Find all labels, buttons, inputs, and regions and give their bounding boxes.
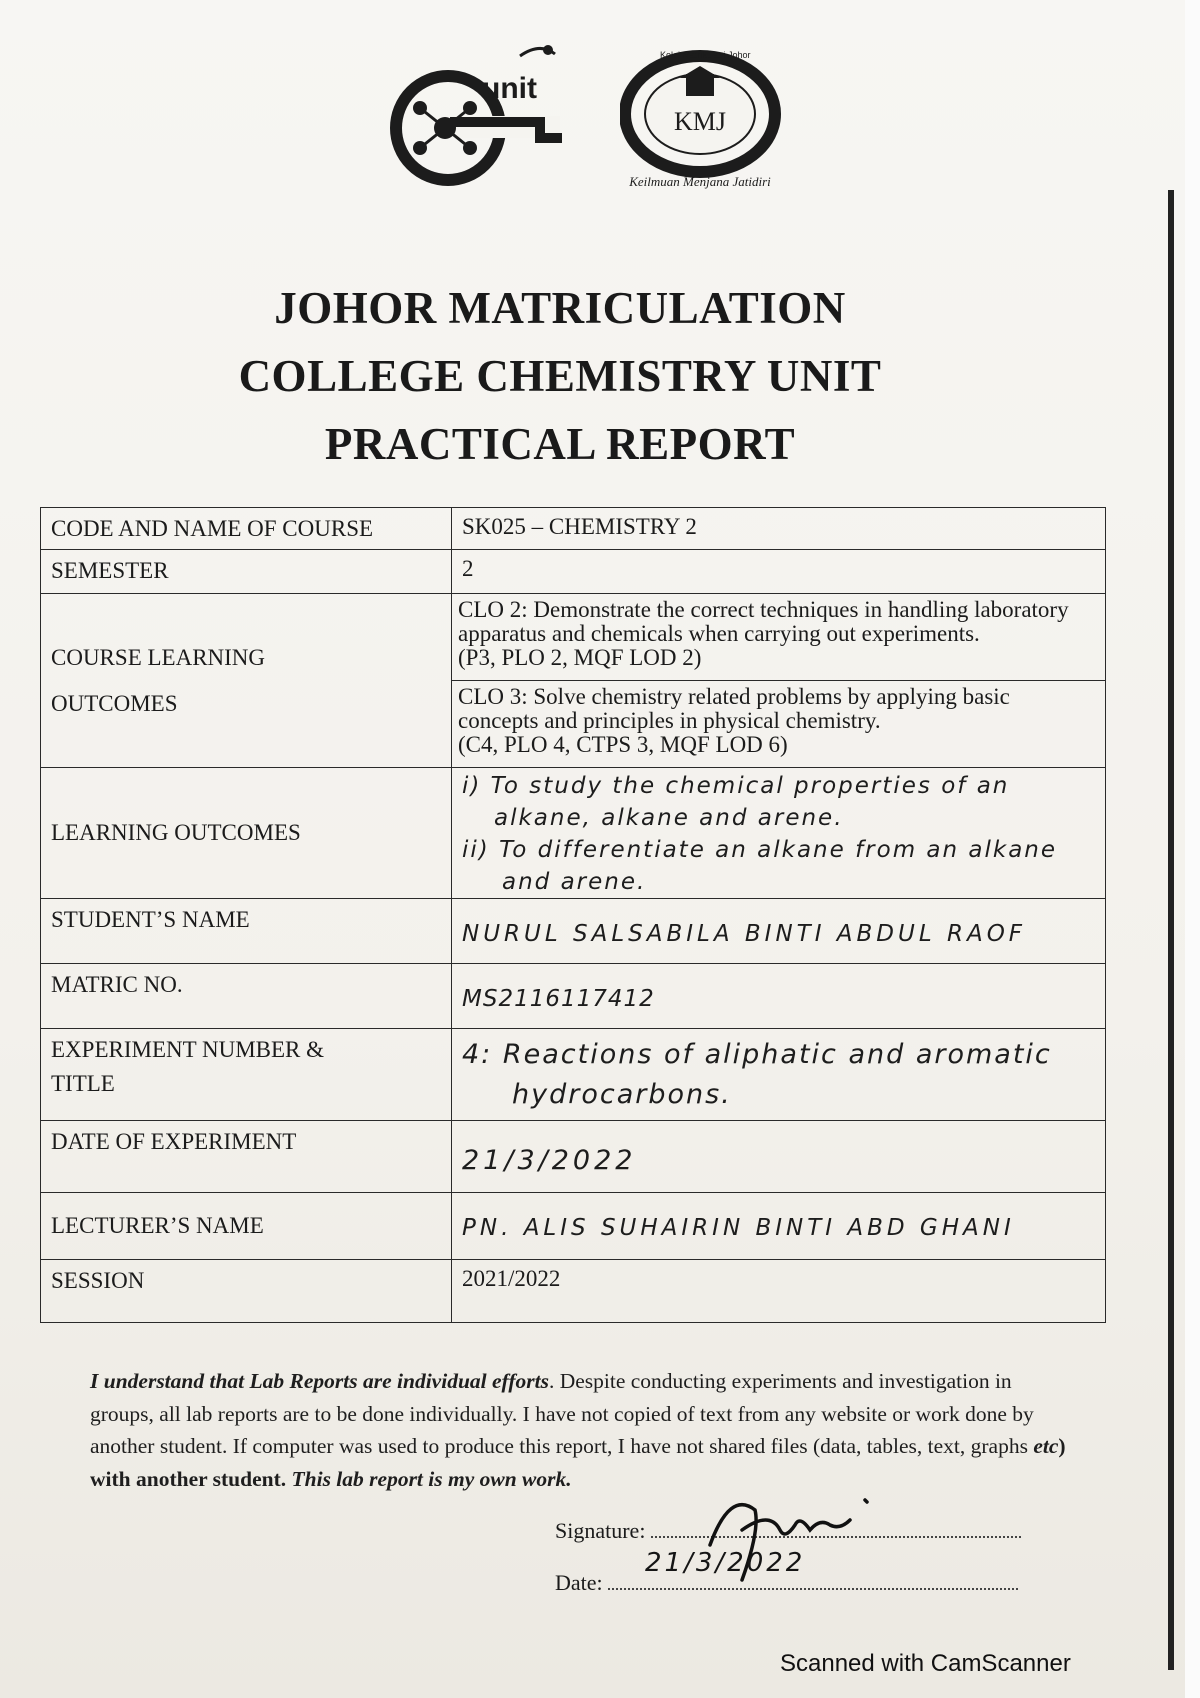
- clo-3-cell: [452, 681, 1106, 768]
- camscanner-watermark: Scanned with CamScanner: [780, 1650, 1071, 1677]
- kmj-college-logo: [620, 44, 820, 194]
- title-line-2: COLLEGE CHEMISTRY UNIT: [238, 351, 882, 401]
- learning-outcomes-value: [452, 768, 1106, 899]
- date-of-experiment-label: DATE OF EXPERIMENT: [41, 1121, 452, 1193]
- clo-label-line-2: OUTCOMES: [51, 690, 178, 716]
- lecturer-name-value: PN. ALIS SUHAIRIN BINTI ABD GHANI: [452, 1193, 1106, 1260]
- table-row: [41, 508, 1106, 550]
- declaration-statement: [90, 1365, 1080, 1495]
- table-row: [41, 550, 1106, 594]
- clo-2-cell: [452, 594, 1106, 681]
- clo-label: [41, 594, 452, 768]
- table-row: [41, 594, 1106, 681]
- table-row: [41, 768, 1106, 899]
- clo3-line-3: (C4, PLO 4, CTPS 3, MQF LOD 6): [458, 732, 788, 757]
- page-edge-shadow: [1168, 190, 1174, 1670]
- table-row: [41, 1193, 1106, 1260]
- lo-line-2: alkane, alkane and arene.: [494, 805, 844, 831]
- clo3-line-2: concepts and principles in physical chemistry.: [458, 708, 881, 733]
- matric-no-value: MS2116117412: [452, 964, 1106, 1029]
- session-value: 2021/2022: [452, 1260, 1106, 1323]
- title-line-3: PRACTICAL REPORT: [324, 419, 796, 469]
- statement-bold-end: This lab report is my own work.: [291, 1466, 572, 1491]
- course-value: SK025 – CHEMISTRY 2: [452, 508, 1106, 550]
- student-name-value: NURUL SALSABILA BINTI ABDUL RAOF: [452, 899, 1106, 964]
- clo3-line-1: CLO 3: Solve chemistry related problems by applying basic: [458, 684, 1010, 709]
- statement-text-1: . Despite conducting experiments and investigation in groups, all lab reports are to be done individually. I have not copied of text from any website or work done by another student. If computer was used to produce this report, I have not shared files (data, tables, text, graphs: [90, 1369, 1034, 1458]
- kmj-logo-text: KMJ: [673, 107, 727, 136]
- experiment-line-2: hydrocarbons.: [512, 1079, 732, 1110]
- session-label: SESSION: [41, 1260, 452, 1323]
- experiment-label-line-1: EXPERIMENT NUMBER &: [51, 1037, 325, 1062]
- chemistry-unit-logo: [390, 36, 590, 186]
- date-of-experiment-value: 21/3/2022: [452, 1121, 1106, 1193]
- signature-date-label: Date:: [555, 1570, 603, 1595]
- clo-label-line-1: COURSE LEARNING: [51, 644, 266, 670]
- kmj-ring-text: Kolej Matrikulasi Johor: [660, 50, 751, 60]
- statement-bold-lead: I understand that Lab Reports are individual efforts: [90, 1369, 549, 1393]
- semester-value: 2: [452, 550, 1106, 594]
- experiment-label-line-2: TITLE: [51, 1071, 115, 1096]
- experiment-label: [41, 1029, 452, 1121]
- table-row: [41, 1121, 1106, 1193]
- statement-text-2: ) with another student.: [90, 1434, 1066, 1491]
- unit-logo-text: unit: [482, 72, 537, 105]
- experiment-value: [452, 1029, 1106, 1121]
- matric-no-label: MATRIC NO.: [41, 964, 452, 1029]
- lecturer-name-label: LECTURER’S NAME: [41, 1193, 452, 1260]
- lo-line-1: i) To study the chemical properties of an: [462, 773, 1010, 799]
- experiment-line-1: 4: Reactions of aliphatic and aromatic: [462, 1039, 1052, 1070]
- learning-outcomes-label: LEARNING OUTCOMES: [41, 768, 452, 899]
- kmj-motto: Keilmuan Menjana Jatidiri: [629, 174, 771, 189]
- clo2-line-2: apparatus and chemicals when carrying out experiments.: [458, 621, 980, 646]
- clo2-line-1: CLO 2: Demonstrate the correct techniques in handling laboratory: [458, 597, 1069, 622]
- lo-line-3: ii) To differentiate an alkane from an alkane: [462, 837, 1058, 863]
- statement-etc: etc: [1033, 1434, 1059, 1458]
- semester-label: SEMESTER: [41, 550, 452, 594]
- table-row: [41, 1260, 1106, 1323]
- title-line-1: JOHOR MATRICULATION: [274, 283, 846, 333]
- student-name-label: STUDENT’S NAME: [41, 899, 452, 964]
- table-row: [41, 1029, 1106, 1121]
- lo-line-4: and arene.: [502, 869, 647, 895]
- table-row: [41, 899, 1106, 964]
- table-row: [41, 964, 1106, 1029]
- page-edge-margin: [1185, 0, 1200, 1698]
- signature-label: Signature:: [555, 1518, 646, 1543]
- course-label: CODE AND NAME OF COURSE: [41, 508, 452, 550]
- report-info-table: [40, 507, 1106, 1323]
- signature-date-value: 21/3/2022: [645, 1548, 806, 1578]
- clo2-line-3: (P3, PLO 2, MQF LOD 2): [458, 645, 702, 670]
